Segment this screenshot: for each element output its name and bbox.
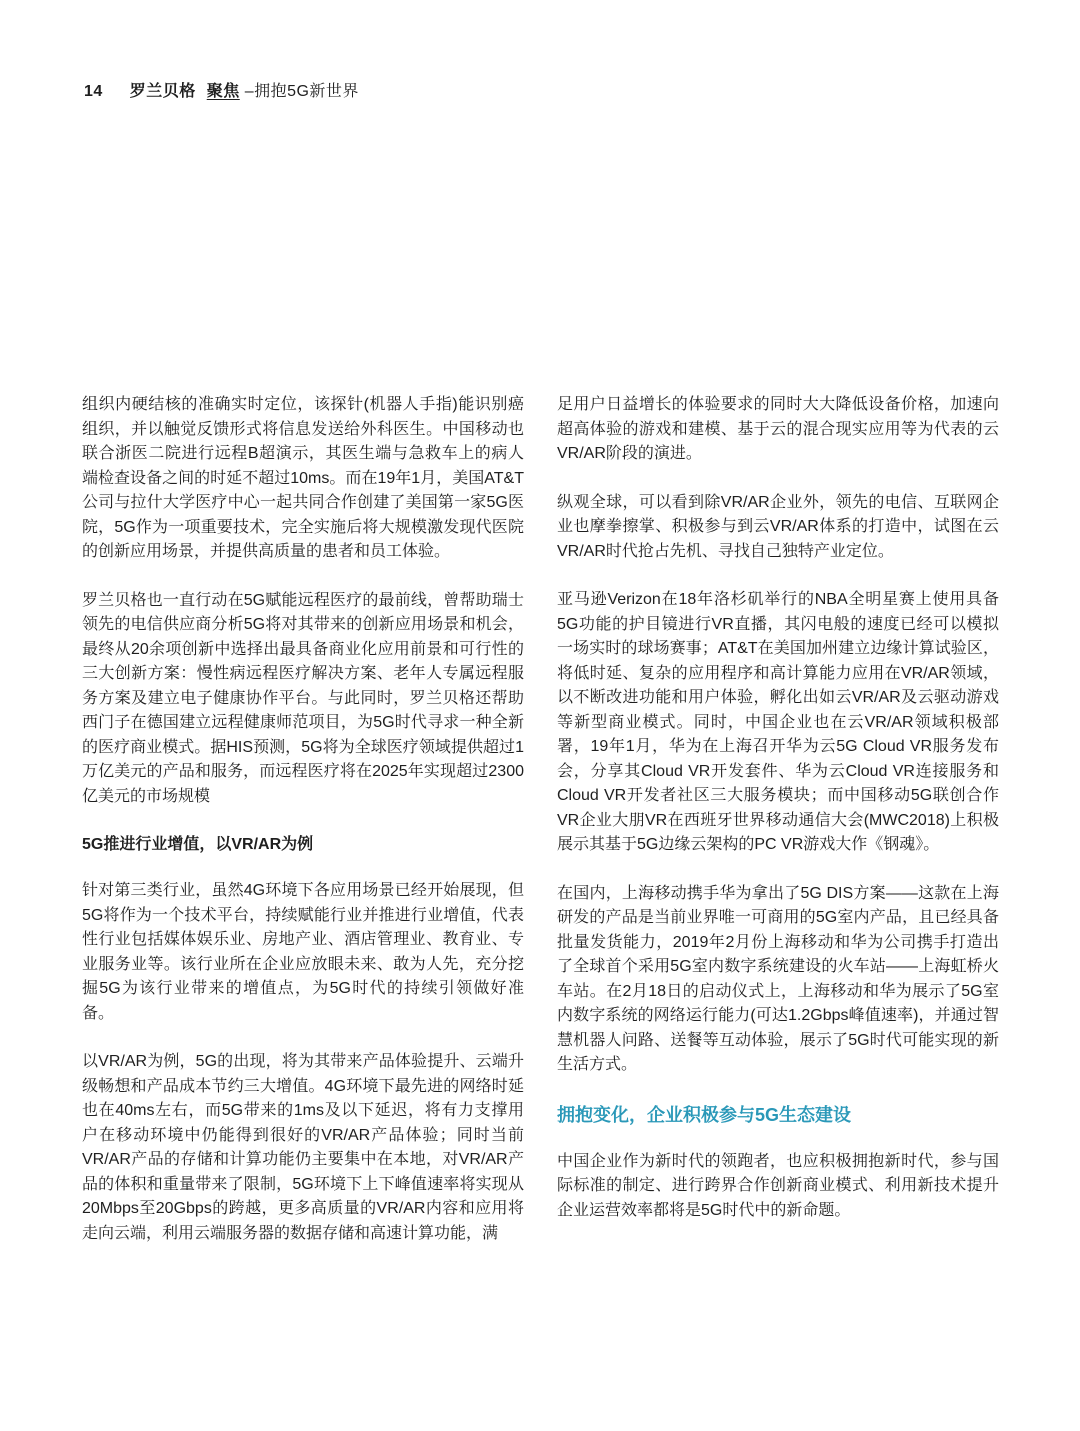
paragraph: 罗兰贝格也一直行动在5G赋能远程医疗的最前线，曾帮助瑞士领先的电信供应商分析5G将对其带来的创新应用场景和机会，最终从20余项创新中选择出最具备商业化应用前景和可行性的三大创新方案：慢性病远程医疗解决方案、老年人专属远程服务方案及建立电子健康协作平台。与此同时，罗兰贝格还帮助西门子在德国建立远程健康师范项目，为5G时代寻求一种全新的医疗商业模式。据HIS预测，5G将为全球医疗领域提供超过1万亿美元的产品和服务，而远程医疗将在2025年实现超过2300亿美元的市场规模 xyxy=(82,591,524,805)
paragraph: 在国内，上海移动携手华为拿出了5G DIS方案——这款在上海研发的产品是当前业界唯一可商用的5G室内产品，且已经具备批量发货能力，2019年2月份上海移动和华为公司携手打造出了全球首个采用5G室内数字系统建设的火车站——上海虹桥火车站。在2月18日的启动仪式上，上海移动和华为展示了5G室内数字系统的网络运行能力(可达1.2Gbps峰值速率)，并通过智慧机器人问路、送餐等互动体验，展示了5G时代可能实现的新生活方式。 xyxy=(557,884,999,1073)
paragraph: 亚马逊Verizon在18年洛杉矶举行的NBA全明星赛上使用具备5G功能的护目镜进行VR直播，其闪电般的速度已经可以模拟一场实时的球场赛事；AT&T在美国加州建立边缘计算试验区，将低时延、复杂的应用程序和高计算能力应用在VR/AR领域，以不断改进功能和用户体验，孵化出如云VR/AR及云驱动游戏等新型商业模式。同时，中国企业也在云VR/AR领域积极部署，19年1月，华为在上海召开华为云5G Cloud VR服务发布会，分享其Cloud VR开发套件、华为云Cloud VR连接服务和Cloud VR开发者社区三大服务模块；而中国移动5G联创合作VR企业大朋VR在西班牙世界移动通信大会(MWC2018)上积极展示其基于5G边缘云架构的PC VR游戏大作《钢魂》。 xyxy=(557,591,999,853)
focus-label: 聚焦 xyxy=(206,83,240,100)
left-column xyxy=(82,393,524,1270)
header-subtitle: –拥抱5G新世界 xyxy=(244,83,359,100)
paragraph: 中国企业作为新时代的领跑者，也应积极拥抱新时代，参与国际标准的制定、进行跨界合作创新商业模式、利用新技术提升企业运营效率都将是5G时代中的新命题。 xyxy=(557,1152,999,1219)
paragraph: 组织内硬结核的准确实时定位，该探针(机器人手指)能识别癌组织，并以触觉反馈形式将信息发送给外科医生。中国移动也联合浙医二院进行远程B超演示，其医生端与急救车上的病人端检查设备之间的时延不超过10ms。而在19年1月，美国AT&T公司与拉什大学医疗中心一起共同合作创建了美国第一家5G医院，5G作为一项重要技术，完全实施后将大规模激发现代医院的创新应用场景，并提供高质量的患者和员工体验。 xyxy=(82,396,524,560)
paragraph: 纵观全球，可以看到除VR/AR企业外，领先的电信、互联网企业也摩拳擦掌、积极参与到云VR/AR体系的打造中，试图在云VR/AR时代抢占先机、寻找自己独特产业定位。 xyxy=(557,493,999,560)
page-header xyxy=(84,78,359,101)
paragraph: 针对第三类行业，虽然4G环境下各应用场景已经开始展现，但5G将作为一个技术平台，持续赋能行业并推进行业增值，代表性行业包括媒体娱乐业、房地产业、酒店管理业、教育业、专业服务业等。该行业所在企业应放眼未来、敢为人先，充分挖掘5G为该行业带来的增值点，为5G时代的持续引领做好准备。 xyxy=(82,882,524,1022)
paragraph: 足用户日益增长的体验要求的同时大大降低设备价格，加速向超高体验的游戏和建模、基于云的混合现实应用等为代表的云VR/AR阶段的演进。 xyxy=(557,396,999,462)
page-number: 14 xyxy=(84,83,103,100)
paragraph: 以VR/AR为例，5G的出现，将为其带来产品体验提升、云端升级畅想和产品成本节约三大增值。4G环境下最先进的网络时延也在40ms左右，而5G带来的1ms及以下延迟，将有力支撑用户在移动环境中仍能得到很好的VR/AR产品体验；同时当前VR/AR产品的存储和计算功能仍主要集中在本地，对VR/AR产品的体积和重量带来了限制，5G环境下上下峰值速率将实现从20Mbps至20Gbps的跨越，更多高质量的VR/AR内容和应用将走向云端，利用云端服务器的数据存储和高速计算功能，满 xyxy=(82,1053,524,1242)
right-column xyxy=(557,393,999,1247)
section-heading: 5G推进行业增值，以VR/AR为例 xyxy=(82,836,314,853)
section-heading-highlight: 拥抱变化，企业积极参与5G生态建设 xyxy=(557,1104,852,1125)
brand-name: 罗兰贝格 xyxy=(129,83,196,100)
